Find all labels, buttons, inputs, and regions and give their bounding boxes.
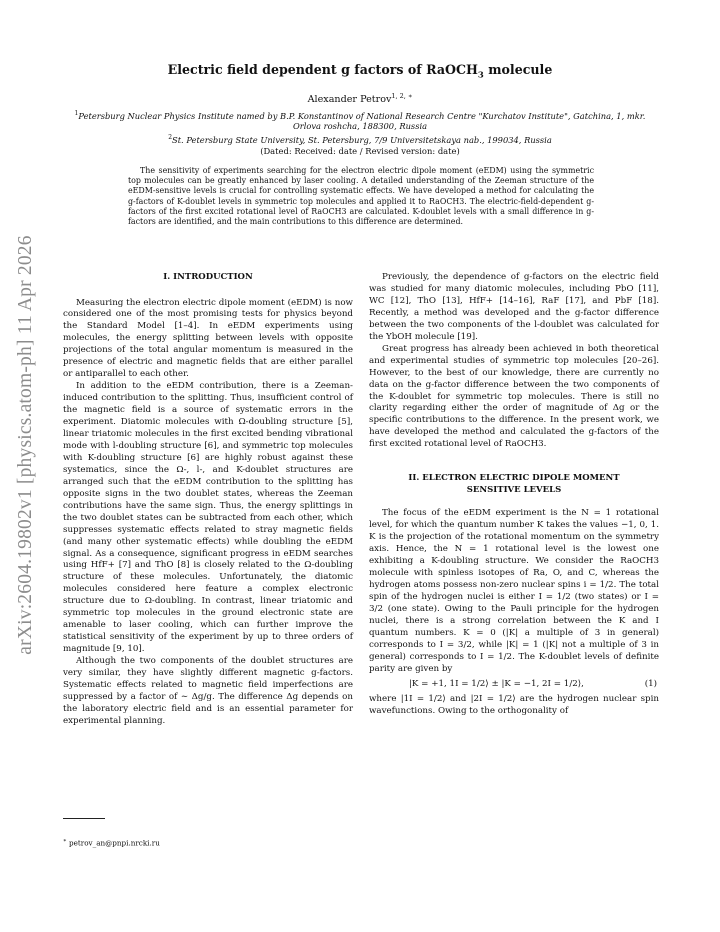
right-column (369, 272, 659, 718)
intro-paragraph-5: Great progress has already been achieved in both theoretical and experimental studies of symmetric top molecules [20–26]. However, to the best of our knowledge, there are currently no data on the g-factor difference between the two components of the K-doublet for symmetric top molecules. There is still no clarity regarding either the order of magnitude of Δg or the specific contributions to the difference. In the present work, we have developed the method and calculated the g-factors of the first excited rotational level of RaOCH3. (369, 343, 659, 450)
sec2-paragraph-2: where |1I = 1/2⟩ and |2I = 1/2⟩ are the hydrogen nuclear spin wavefunctions. Owing to the orthogonality of (369, 693, 659, 716)
author-line (0, 92, 720, 105)
abstract (128, 166, 594, 227)
affiliation-2 (60, 133, 660, 145)
affiliation-2-text: St. Petersburg State University, St. Petersburg, 7/9 Universitetskaya nab., 199034, Russia (172, 134, 552, 145)
equation-1-number: (1) (644, 678, 657, 689)
section-heading-edm-levels-line-1: II. ELECTRON ELECTRIC DIPOLE MOMENT (408, 473, 620, 484)
section-heading-introduction: I. INTRODUCTION (163, 272, 253, 282)
footnote-rule (63, 818, 105, 819)
footnote-mark: ∗ (63, 838, 67, 844)
footnote (63, 838, 160, 847)
abstract-text: The sensitivity of experiments searching for the electron electric dipole moment (eEDM) using the symmetric top molecules can be greatly enhanced by laser cooling. A detailed understanding of the Zeeman structure of the eEDM-sensitive levels is crucial for controlling systematic effects. We have developed a method for calculating the g-factors of K-doublet levels in symmetric top molecules and applied it to RaOCH3. The electric-field-dependent g-factors of the first excited rotational level of RaOCH3 are calculated. K-doublet levels with a small difference in g-factors are identified, and the main contributions to this difference are determined. (128, 166, 594, 227)
affiliation-1 (60, 109, 660, 132)
title-main: Electric field dependent g factors of RaOCH (167, 62, 478, 77)
affiliation-1-text: Petersburg Nuclear Physics Institute named by B.P. Konstantinov of National Research Centre "Kurchatov Institute", Gatchina, 1, mkr. Orlova roshcha, 188300, Russia (78, 110, 646, 132)
author-name: Alexander Petrov (307, 94, 392, 106)
section-heading-edm-levels (369, 473, 659, 496)
equation-1-body: |K = +1, 1I = 1/2⟩ ± |K = −1, 2I = 1/2⟩, (409, 678, 584, 689)
affiliation-1-mark: 1 (74, 110, 79, 117)
equation-1 (369, 676, 659, 694)
sec2-paragraph-1: The focus of the eEDM experiment is the N = 1 rotational level, for which the quantum number K takes the values −1, 0, 1. K is the projection of the rotational momentum on the symmetry axis. Hence, the N = 1 rotational level is the lowest one exhibiting a K-doubling structure. We consider the RaOCH3 molecule with spinless isotopes of Ra, O, and C, whereas the hydrogen atoms possess non-zero nuclear spins i = 1/2. The total spin of the hydrogen nuclei is either I = 1/2 (two states) or I = 3/2 (one state). Owing to the Pauli principle for the hydrogen nuclei, there is a strong correlation between the K and I quantum numbers. K = 0 (|K| a multiple of 3 in general) corresponds to I = 3/2, while |K| = 1 (|K| not a multiple of 3 in general) corresponds to I = 1/2. The K-doublet levels of definite parity are given by (369, 508, 659, 674)
title-tail: molecule (483, 62, 553, 77)
paper-title (0, 62, 720, 81)
intro-paragraph-2: In addition to the eEDM contribution, there is a Zeeman-induced contribution to the splitting. Thus, insufficient control of the magnetic field is a source of systematic errors in the experiment. Diatomic molecules with Ω-doubling structure [5], linear triatomic molecules in the first excited bending vibrational mode with l-doubling structure [6], and symmetric top molecules with K-doubling structure [6] are highly robust against these systematics, since the Ω-, l-, and K-doublet structures are arranged such that the eEDM contribution to the splitting has opposite signs in the two doublet states, whereas the Zeeman contributions have the same sign. Thus, the energy splittings in the two doublet states can be subtracted from each other, which suppresses systematic effects related to stray magnetic fields (and many other systematic effects) while doubling the eEDM signal. As a consequence, significant progress in eEDM searches using HfF+ [7] and ThO [8] is closely related to the Ω-doubling structure of these molecules. Unfortunately, the diatomic molecules considered here feature a complex electronic structure due to Ω-doubling. In contrast, linear triatomic and symmetric top molecules in the ground electronic state are amenable to laser cooling, which can further improve the statistical sensitivity of the experiment by up to three orders of magnitude [9, 10]. (63, 381, 353, 655)
section-heading-edm-levels-line-2: SENSITIVE LEVELS (466, 484, 562, 495)
affiliation-2-mark: 2 (168, 134, 173, 141)
intro-paragraph-3: Although the two components of the doublet structures are very similar, they have slightly different magnetic g-factors. Systematic effects related to magnetic field imperfections are suppressed by a factor of ∼ Δg/g. The difference Δg depends on the laboratory electric field and is an essential parameter for experimental planning. (63, 656, 353, 726)
intro-paragraph-1: Measuring the electron electric dipole moment (eEDM) is now considered one of the most promising tests for physics beyond the Standard Model [1–4]. In eEDM experiments using molecules, the energy splitting between levels with opposite projections of the total angular momentum is measured in the presence of electric and magnetic fields that are either parallel or antiparallel to each other. (63, 297, 353, 380)
dates-line: (Dated: Received: date / Revised version: date) (260, 146, 460, 156)
left-column (63, 272, 353, 728)
arxiv-identifier-sidebar (6, 210, 46, 680)
author-marks: 1, 2, ∗ (391, 92, 413, 100)
footnote-email: petrov_an@pnpi.nrcki.ru (69, 838, 160, 848)
intro-paragraph-4: Previously, the dependence of g-factors on the electric field was studied for many diatomic molecules, including PbO [11], WC [12], ThO [13], HfF+ [14–16], RaF [17], and PbF [18]. Recently, a method was developed and the g-factor difference between the two components of the l-doublet was calculated for the YbOH molecule [19]. (369, 272, 659, 342)
title-subscript: 3 (477, 70, 484, 81)
arxiv-identifier-text: arXiv:2604.19802v1 [physics.atom-ph] 11 Apr 2026 (15, 235, 36, 655)
